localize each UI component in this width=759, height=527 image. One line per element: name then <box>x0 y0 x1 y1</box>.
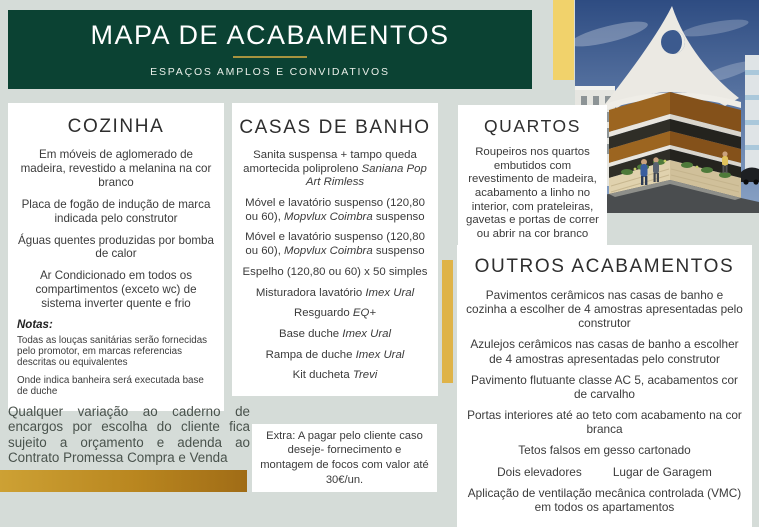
card-bedrooms-title: QUARTOS <box>483 116 582 136</box>
card-kitchen-title: COZINHA <box>67 116 165 137</box>
spec-item: Tetos falsos em gesso cartonado <box>518 443 691 458</box>
page-title: MAPA DE ACABAMENTOS <box>90 19 450 50</box>
page-subtitle: ESPAÇOS AMPLOS E CONVIDATIVOS <box>150 65 390 78</box>
kitchen-notes-list <box>17 336 215 398</box>
variation-disclaimer: Qualquer variação ao caderno de encargos por escolha do cliente fica sujeito a orçamento e adenda ao Contrato Promessa Compra e Venda <box>8 404 250 465</box>
extra-note-box <box>252 424 437 492</box>
header-banner <box>8 10 532 89</box>
spec-item: Misturadora lavatório Imex Ural <box>255 286 415 299</box>
spec-item: Roupeiros nos quartos embutidos com revestimento de madeira, acabamento a linho no interior, com prateleiras, gavetas e portas de correr ou abrir na cor branco <box>466 146 599 241</box>
spec-item: Base duche Imex Ural <box>278 327 392 340</box>
bedrooms-spec-list <box>465 146 600 242</box>
spec-item: Aplicação de ventilação mecânica controlada (VMC) em todos os apartamentos <box>467 485 742 514</box>
yellow-accent-stripe-top <box>553 0 574 80</box>
yellow-accent-stripe-middle <box>442 260 453 383</box>
spec-item: Resguardo EQ+ <box>293 307 376 320</box>
spec-item: Sanita suspensa + tampo queda amortecida poliproleno Saniana Pop Art Rimless <box>243 149 427 189</box>
spec-item: Placa de fogão de indução de marca indicada pelo construtor <box>21 197 211 225</box>
bathrooms-spec-list <box>239 149 431 383</box>
card-kitchen <box>8 103 224 411</box>
spec-item-pair <box>466 465 743 479</box>
spec-item: Móvel e lavatório suspenso (120,80 ou 60), Mopvlux Coimbra suspenso <box>245 231 425 258</box>
card-bathrooms <box>232 103 438 396</box>
spec-item: Kit ducheta Trevi <box>292 369 378 382</box>
other-finishes-spec-list <box>466 288 743 514</box>
kitchen-notes <box>17 319 215 398</box>
card-other-finishes <box>457 245 752 527</box>
spec-item: Azulejos cerâmicos nas casas de banho a escolher de 4 amostras apresentadas pelo construtor <box>470 337 739 366</box>
card-bedrooms <box>458 105 607 256</box>
spec-item: Águas quentes produzidas por bomba de calor <box>18 233 214 261</box>
card-other-finishes-title: OUTROS ACABAMENTOS <box>474 256 735 277</box>
spec-item: Espelho (120,80 ou 60) x 50 simples <box>242 265 428 278</box>
spec-item: Rampa de duche Imex Ural <box>265 348 405 361</box>
kitchen-spec-list <box>17 148 215 311</box>
extra-note-text: Extra: A pagar pelo cliente caso deseje- fornecimento e montagem de focos com valor até 30€/un. <box>260 429 429 486</box>
spec-item: Portas interiores até ao teto com acabamento na cor branca <box>467 408 742 437</box>
spec-item: Móvel e lavatório suspenso (120,80 ou 60), Mopvlux Coimbra suspenso <box>245 197 425 223</box>
spec-item: Lugar de Garagem <box>612 464 712 479</box>
spec-item: Todas as louças sanitárias serão fornecidas pelo promotor, em marcas referencias descritas ou equivalentes <box>17 335 208 368</box>
spec-item: Em móveis de aglomerado de madeira, revestido a melanina na cor branco <box>20 148 212 189</box>
spec-item: Pavimento flutuante classe AC 5, acabamentos cor de carvalho <box>471 372 738 401</box>
spec-item: Onde indica banheira será executada base de duche <box>17 374 204 397</box>
spec-item: Dois elevadores <box>497 464 582 479</box>
spec-item: Ar Condicionado em todos os compartimentos (exceto wc) de sistema inverter quente e frio <box>35 269 197 311</box>
title-divider <box>233 56 307 58</box>
card-bathrooms-title: CASAS DE BANHO <box>239 117 431 138</box>
kitchen-notes-label: Notas: <box>17 319 53 332</box>
gold-accent-bar <box>0 470 247 492</box>
spec-item: Pavimentos cerâmicos nas casas de banho e cozinha a escolher de 4 amostras apresentadas pelo construtor <box>466 288 743 331</box>
